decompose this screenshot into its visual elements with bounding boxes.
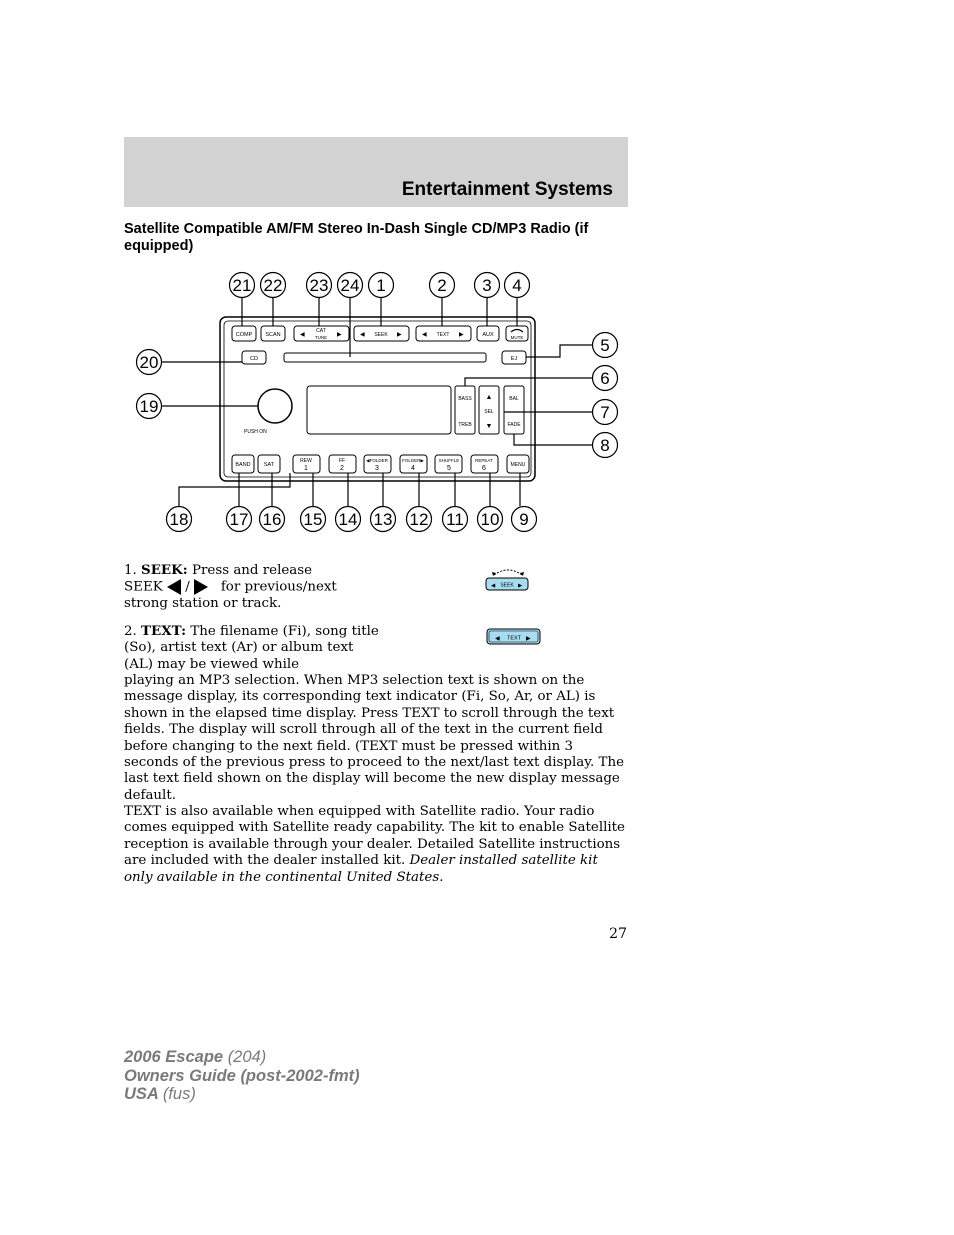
- svg-text:8: 8: [600, 436, 610, 455]
- tune-right-arrow: ▶: [337, 332, 342, 338]
- svg-text:4: 4: [512, 276, 522, 295]
- cat-tune-button[interactable]: [294, 326, 349, 341]
- text-intro: The filename (Fi), song title (So), artist text (Ar) or album text (AL) may be viewed while: [124, 624, 379, 672]
- svg-text:6: 6: [600, 369, 610, 388]
- svg-text:9: 9: [519, 510, 529, 529]
- shuffle-label: SHUFFLE: [438, 458, 460, 463]
- eject-button[interactable]: [502, 351, 526, 364]
- satellite-note: Dealer installed satellite kit only available in the continental United States: [124, 853, 598, 885]
- text-label: TEXT: [436, 332, 450, 338]
- item-number: 2.: [124, 624, 137, 639]
- seek-text-a: Press and release: [191, 563, 313, 578]
- section-title: Satellite Compatible AM/FM Stereo In-Dash Single CD/MP3 Radio (if equipped): [124, 221, 589, 254]
- menu-button[interactable]: [507, 455, 529, 473]
- treb-label: TREB: [458, 422, 472, 428]
- power-volume-knob[interactable]: [258, 389, 292, 423]
- callout-12: [407, 507, 432, 532]
- repeat-label: REPEAT: [475, 458, 493, 463]
- callout-21: [230, 273, 255, 298]
- folder-down-label: ◀FOLDER: [366, 458, 388, 463]
- svg-text:23: 23: [309, 276, 329, 295]
- push-on-label: PUSH ON: [244, 429, 267, 435]
- cd-label: CD: [250, 356, 258, 362]
- band-button[interactable]: [232, 455, 254, 473]
- svg-text:5: 5: [600, 336, 610, 355]
- footer-line-2: Owners Guide (post-2002-fmt): [124, 1066, 360, 1085]
- seek-button[interactable]: [354, 326, 409, 341]
- text-button[interactable]: [416, 326, 471, 341]
- radio-display: [307, 386, 451, 434]
- footer-line-3: USA (fus): [124, 1085, 196, 1103]
- preset-5-button[interactable]: [435, 455, 462, 473]
- preset-3-number: 3: [375, 465, 379, 472]
- svg-text:7: 7: [600, 403, 610, 422]
- footer: [124, 1048, 360, 1104]
- seek-label: SEEK: [374, 332, 388, 338]
- callout-10: [478, 507, 503, 532]
- folder-up-label: FOLDER▶: [402, 458, 424, 463]
- callout-5: [593, 333, 618, 358]
- press-arc-icon: [494, 570, 522, 575]
- callout-1: [369, 273, 394, 298]
- svg-text:18: 18: [169, 510, 189, 529]
- svg-text:2: 2: [437, 276, 447, 295]
- menu-label: MENU: [510, 462, 526, 468]
- satellite-text: TEXT is also available when equipped with Satellite radio. Your radio comes equipped with Satellite ready capability. The kit to enable Satellite reception is available through your dealer. Detailed Satellite instructions are included with the dealer installed kit.: [124, 804, 625, 869]
- sel-button[interactable]: [479, 386, 499, 434]
- svg-text:12: 12: [409, 510, 429, 529]
- seek-slash: /: [185, 579, 190, 595]
- seek-icon-left: ◀: [491, 583, 496, 589]
- comp-button[interactable]: [232, 326, 256, 341]
- callout-18: [167, 507, 192, 532]
- callout-15: [301, 507, 326, 532]
- triangle-left-icon: [167, 579, 181, 595]
- text-body-paragraph: playing an MP3 selection. When MP3 selection text is shown on the message display, its corresponding text indicator (Fi, So, Ar, or AL) is shown in the elapsed time display. Press TEXT to scroll through the text fields. The display will scroll through all of the text in the current field before changing to the next field. (TEXT must be pressed within 3 seconds of the previous press to proceed to the next/last text display. The last text field shown on the display will become the new display message default.: [124, 673, 625, 803]
- tune-label: TUNE: [314, 335, 328, 340]
- satellite-paragraph: [124, 804, 630, 886]
- svg-text:10: 10: [480, 510, 500, 529]
- svg-text:19: 19: [139, 397, 159, 416]
- sat-label: SAT: [263, 462, 275, 468]
- mute-label: MUTE: [510, 335, 524, 340]
- scan-label: SCAN: [265, 332, 281, 338]
- seek-left-arrow: ◀: [360, 332, 365, 338]
- svg-text:14: 14: [338, 510, 358, 529]
- seek-button-illustration: [484, 566, 532, 594]
- callout-8: [593, 433, 618, 458]
- callout-22: [261, 273, 286, 298]
- sel-label: SEL: [484, 409, 494, 415]
- scan-button[interactable]: [261, 326, 285, 341]
- text-right-arrow: ▶: [459, 332, 464, 338]
- cd-slot: [284, 353, 486, 362]
- preset-1-button[interactable]: [293, 455, 320, 473]
- seek-description: [124, 562, 384, 613]
- callout-14: [336, 507, 361, 532]
- svg-text:21: 21: [232, 276, 252, 295]
- svg-text:24: 24: [340, 276, 360, 295]
- bal-label: BAL: [509, 396, 519, 402]
- cd-button[interactable]: [242, 351, 266, 364]
- header-title: Entertainment Systems: [401, 179, 613, 200]
- bass-label: BASS: [458, 396, 472, 402]
- comp-label: COMP: [235, 332, 253, 338]
- text-button-illustration: [486, 628, 542, 646]
- cat-label: CAT: [316, 328, 326, 334]
- text-description: [124, 623, 384, 673]
- tune-left-arrow: ◀: [300, 332, 305, 338]
- callout-9: [512, 507, 537, 532]
- band-label: BAND: [235, 462, 251, 468]
- preset-6-number: 6: [482, 465, 486, 472]
- callout-24: [338, 273, 363, 298]
- seek-text-c: for previous/next: [220, 579, 337, 595]
- text-icon-left: ◀: [495, 636, 500, 642]
- page-number: 27: [609, 926, 627, 942]
- callout-19: [137, 394, 162, 419]
- seek-text-d: strong station or track.: [124, 596, 282, 612]
- sel-up-arrow: ▲: [485, 394, 493, 401]
- callout-6: [593, 366, 618, 391]
- seek-text-b: SEEK: [124, 579, 163, 595]
- sel-down-arrow: ▼: [485, 423, 493, 430]
- footer-line-1: 2006 Escape (204): [124, 1048, 267, 1066]
- svg-text:16: 16: [262, 510, 282, 529]
- text-icon-label: TEXT: [506, 635, 522, 642]
- preset-1-number: 1: [304, 465, 308, 472]
- seek-right-arrow: ▶: [397, 332, 402, 338]
- fade-label: FADE: [507, 422, 521, 428]
- svg-text:1: 1: [376, 276, 386, 295]
- svg-text:20: 20: [139, 353, 159, 372]
- sat-button[interactable]: [258, 455, 280, 473]
- preset-2-number: 2: [340, 465, 344, 472]
- callout-17: [227, 507, 252, 532]
- callout-7: [593, 400, 618, 425]
- text-icon-right: ▶: [526, 636, 531, 642]
- ej-label: EJ: [510, 356, 518, 362]
- text-term: TEXT:: [141, 623, 187, 639]
- aux-label: AUX: [482, 332, 494, 338]
- seek-icon-label: SEEK: [500, 582, 514, 589]
- preset-6-button[interactable]: [471, 455, 498, 473]
- aux-button[interactable]: [477, 326, 499, 341]
- item-number: 1.: [124, 563, 137, 578]
- bal-fade-button[interactable]: [504, 386, 524, 434]
- seek-term: SEEK:: [141, 562, 188, 578]
- svg-text:3: 3: [482, 276, 492, 295]
- svg-text:22: 22: [263, 276, 283, 295]
- bass-treble-button[interactable]: [455, 386, 475, 434]
- callout-4: [505, 273, 530, 298]
- svg-text:17: 17: [229, 510, 249, 529]
- callout-23: [307, 273, 332, 298]
- callout-3: [475, 273, 500, 298]
- rew-label: REW: [300, 458, 312, 464]
- preset-4-number: 4: [411, 465, 415, 472]
- header-bar: [124, 137, 628, 207]
- seek-icon-right: ▶: [518, 583, 523, 589]
- triangle-right-icon: [194, 579, 208, 595]
- callout-13: [371, 507, 396, 532]
- callout-16: [260, 507, 285, 532]
- svg-text:13: 13: [373, 510, 393, 529]
- callout-20: [137, 350, 162, 375]
- callout-2: [430, 273, 455, 298]
- preset-3-button[interactable]: [364, 455, 391, 473]
- ff-label: FF: [338, 458, 346, 464]
- svg-text:11: 11: [446, 510, 464, 529]
- preset-5-number: 5: [447, 465, 451, 472]
- satellite-end: .: [439, 869, 444, 885]
- radio-diagram: [124, 265, 634, 545]
- preset-4-button[interactable]: [400, 455, 427, 473]
- text-left-arrow: ◀: [422, 332, 427, 338]
- svg-text:15: 15: [303, 510, 323, 529]
- callout-11: [443, 507, 468, 532]
- mute-button[interactable]: [506, 326, 528, 341]
- preset-2-button[interactable]: [329, 455, 356, 473]
